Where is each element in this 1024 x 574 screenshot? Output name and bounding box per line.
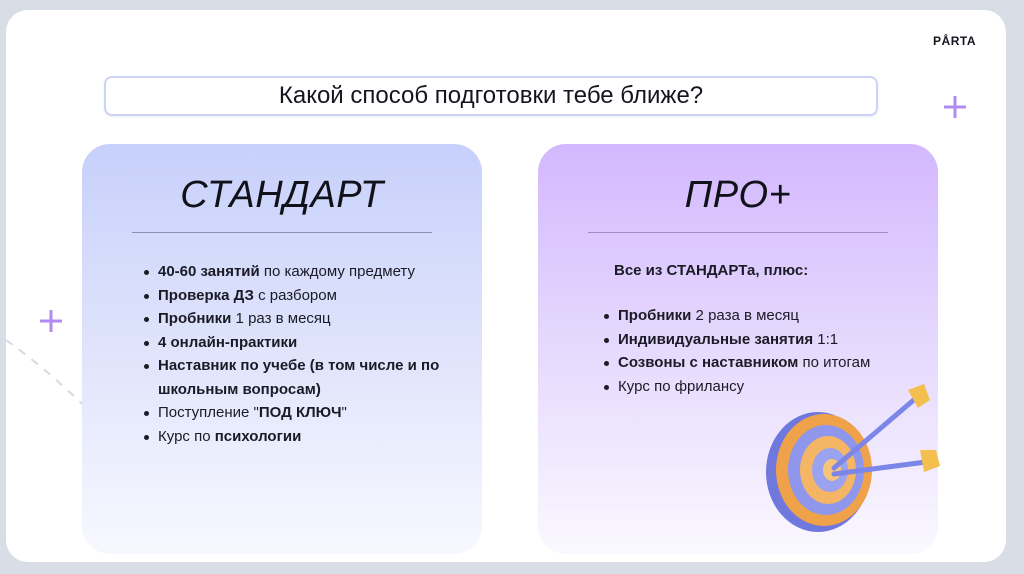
slide — [6, 10, 1006, 562]
feature-item: Индивидуальные занятия 1:1 — [602, 328, 932, 352]
divider — [588, 232, 888, 233]
feature-item: Курс по фрилансу — [602, 375, 932, 399]
target-icon — [748, 380, 958, 540]
plan-title: ПРО+ — [684, 174, 792, 216]
plan-title: СТАНДАРТ — [180, 174, 384, 216]
divider — [132, 232, 432, 233]
plan-card-standard — [82, 144, 482, 554]
feature-item: Наставник по учебе (в том числе и по школьным вопросам) — [142, 354, 472, 401]
feature-item: 4 онлайн-практики — [142, 331, 472, 355]
brand-logo: PÅRTA — [933, 34, 976, 48]
feature-item: Пробники 1 раз в месяц — [142, 307, 472, 331]
feature-item: 40-60 занятий по каждому предмету — [142, 260, 472, 284]
plan-intro: Все из СТАНДАРТа, плюс: — [614, 262, 809, 279]
feature-item: Проверка ДЗ с разбором — [142, 284, 472, 308]
sparkle-icon — [944, 96, 966, 118]
feature-list — [142, 260, 472, 448]
feature-item: Курс по психологии — [142, 425, 472, 449]
feature-item: Поступление "ПОД КЛЮЧ" — [142, 401, 472, 425]
page-title: Какой способ подготовки тебе ближе? — [104, 76, 878, 116]
feature-item: Созвоны с наставником по итогам — [602, 351, 932, 375]
sparkle-icon — [40, 310, 62, 332]
feature-item: Пробники 2 раза в месяц — [602, 304, 932, 328]
